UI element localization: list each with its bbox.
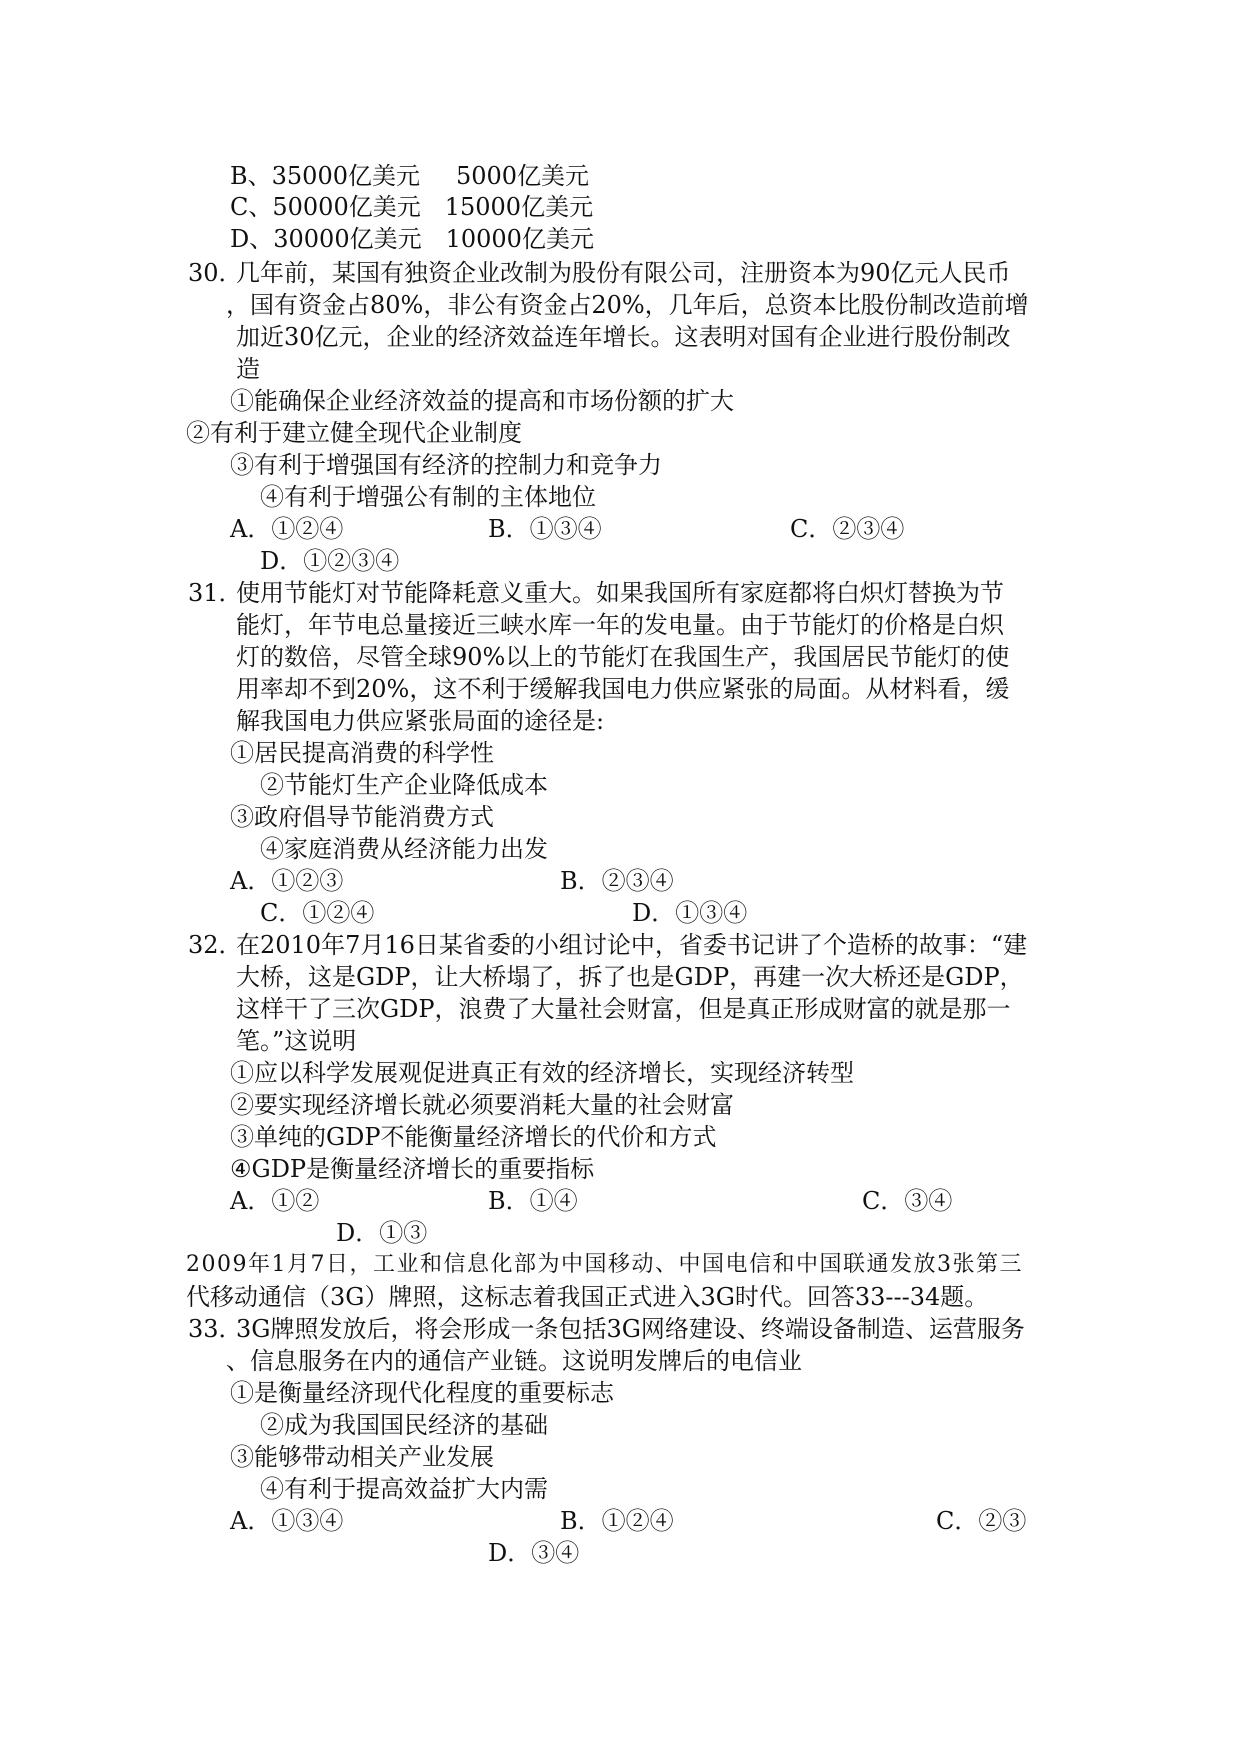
q29-option-c-text-1: C、50000亿美元 bbox=[230, 193, 421, 221]
q31-stem-5: 解我国电力供应紧张局面的途径是: bbox=[236, 707, 605, 735]
q31-option-d: D．①③④ bbox=[632, 899, 748, 927]
q33-item-1: ①是衡量经济现代化程度的重要标志 bbox=[230, 1379, 614, 1407]
q31-stem-3: 灯的数倍，尽管全球90%以上的节能灯在我国生产，我国居民节能灯的使 bbox=[236, 643, 1010, 671]
q31-option-a: A．①②③ bbox=[230, 867, 344, 895]
q33-number: 33． bbox=[188, 1315, 243, 1343]
intro-line-1: 2009年1月7日，工业和信息化部为中国移动、中国电信和中国联通发放3张第三 bbox=[186, 1252, 1023, 1277]
q31-item-1: ①居民提高消费的科学性 bbox=[230, 739, 494, 767]
q33-stem-2: 、信息服务在内的通信产业链。这说明发牌后的电信业 bbox=[226, 1347, 802, 1375]
q30-item-2: ②有利于建立健全现代企业制度 bbox=[186, 419, 522, 447]
q32-item-1: ①应以科学发展观促进真正有效的经济增长，实现经济转型 bbox=[230, 1059, 854, 1087]
q30-stem-3: 加近30亿元，企业的经济效益连年增长。这表明对国有企业进行股份制改 bbox=[236, 323, 1011, 351]
q31-number: 31． bbox=[188, 579, 243, 607]
q30-stem-1: 几年前，某国有独资企业改制为股份有限公司，注册资本为90亿元人民币 bbox=[236, 259, 1011, 287]
q32-item-2: ②要实现经济增长就必须要消耗大量的社会财富 bbox=[230, 1091, 734, 1119]
q31-option-b: B．②③④ bbox=[560, 867, 674, 895]
q30-item-3: ③有利于增强国有经济的控制力和竞争力 bbox=[230, 451, 662, 479]
q33-option-c: C．②③ bbox=[936, 1507, 1027, 1535]
q30-option-a: A．①②④ bbox=[230, 515, 344, 543]
q29-option-d-text-1: D、30000亿美元 bbox=[230, 225, 422, 253]
q30-stem-2: ，国有资金占80%，非公有资金占20%，几年后，总资本比股份制改造前增 bbox=[226, 291, 1029, 319]
q30-option-c: C．②③④ bbox=[790, 515, 905, 543]
q32-stem-2: 大桥，这是GDP，让大桥塌了，拆了也是GDP，再建一次大桥还是GDP， bbox=[236, 963, 1024, 991]
q33-option-b: B．①②④ bbox=[560, 1507, 674, 1535]
q30-item-1: ①能确保企业经济效益的提高和市场份额的扩大 bbox=[230, 387, 734, 415]
q32-stem-1: 在2010年7月16日某省委的小组讨论中，省委书记讲了个造桥的故事：“建 bbox=[236, 931, 1028, 959]
q29-option-d bbox=[230, 224, 594, 254]
q29-option-c-text-2: 15000亿美元 bbox=[444, 193, 594, 221]
q32-number: 32． bbox=[188, 931, 243, 959]
q30-item-4: ④有利于增强公有制的主体地位 bbox=[260, 483, 596, 511]
q29-option-d-text-2: 10000亿美元 bbox=[445, 225, 594, 253]
q32-option-c: C．③④ bbox=[862, 1187, 953, 1215]
q32-item-4: ④GDP是衡量经济增长的重要指标 bbox=[230, 1155, 595, 1183]
q32-option-a: A．①② bbox=[230, 1187, 320, 1215]
q31-stem-4: 用率却不到20%，这不利于缓解我国电力供应紧张的局面。从材料看，缓 bbox=[236, 675, 1010, 703]
q29-option-b-text-2: 5000亿美元 bbox=[455, 162, 590, 190]
q31-stem-1: 使用节能灯对节能降耗意义重大。如果我国所有家庭都将白炽灯替换为节 bbox=[236, 579, 1004, 607]
intro-line-2: 代移动通信（3G）牌照，这标志着我国正式进入3G时代。回答33---34题。 bbox=[186, 1283, 989, 1311]
q32-item-3: ③单纯的GDP不能衡量经济增长的代价和方式 bbox=[230, 1123, 717, 1151]
q30-option-b: B．①③④ bbox=[488, 515, 602, 543]
q32-option-b: B．①④ bbox=[488, 1187, 578, 1215]
q31-item-2: ②节能灯生产企业降低成本 bbox=[260, 771, 548, 799]
q30-number: 30． bbox=[188, 259, 243, 287]
q33-option-a: A．①③④ bbox=[230, 1507, 344, 1535]
q30-stem-4: 造 bbox=[236, 355, 260, 383]
q31-stem-2: 能灯，年节电总量接近三峡水库一年的发电量。由于节能灯的价格是白炽 bbox=[236, 611, 1004, 639]
q31-item-4: ④家庭消费从经济能力出发 bbox=[260, 835, 548, 863]
q31-item-3: ③政府倡导节能消费方式 bbox=[230, 803, 494, 831]
q32-option-d: D．①③ bbox=[336, 1219, 428, 1247]
q33-item-4: ④有利于提高效益扩大内需 bbox=[260, 1475, 548, 1503]
q33-item-2: ②成为我国国民经济的基础 bbox=[260, 1411, 548, 1439]
q32-stem-4: 笔。”这说明 bbox=[236, 1027, 357, 1055]
q31-option-c: C．①②④ bbox=[260, 899, 375, 927]
q33-option-d: D．③④ bbox=[488, 1539, 580, 1567]
q29-option-b-text-1: B、35000亿美元 bbox=[230, 162, 420, 190]
q32-stem-3: 这样干了三次GDP，浪费了大量社会财富，但是真正形成财富的就是那一 bbox=[236, 995, 1011, 1023]
q29-option-b bbox=[230, 161, 589, 191]
q33-stem-1: 3G牌照发放后，将会形成一条包括3G网络建设、终端设备制造、运营服务 bbox=[236, 1315, 1025, 1343]
q33-item-3: ③能够带动相关产业发展 bbox=[230, 1443, 494, 1471]
q30-option-d: D．①②③④ bbox=[260, 547, 400, 575]
q29-option-c bbox=[230, 192, 593, 222]
